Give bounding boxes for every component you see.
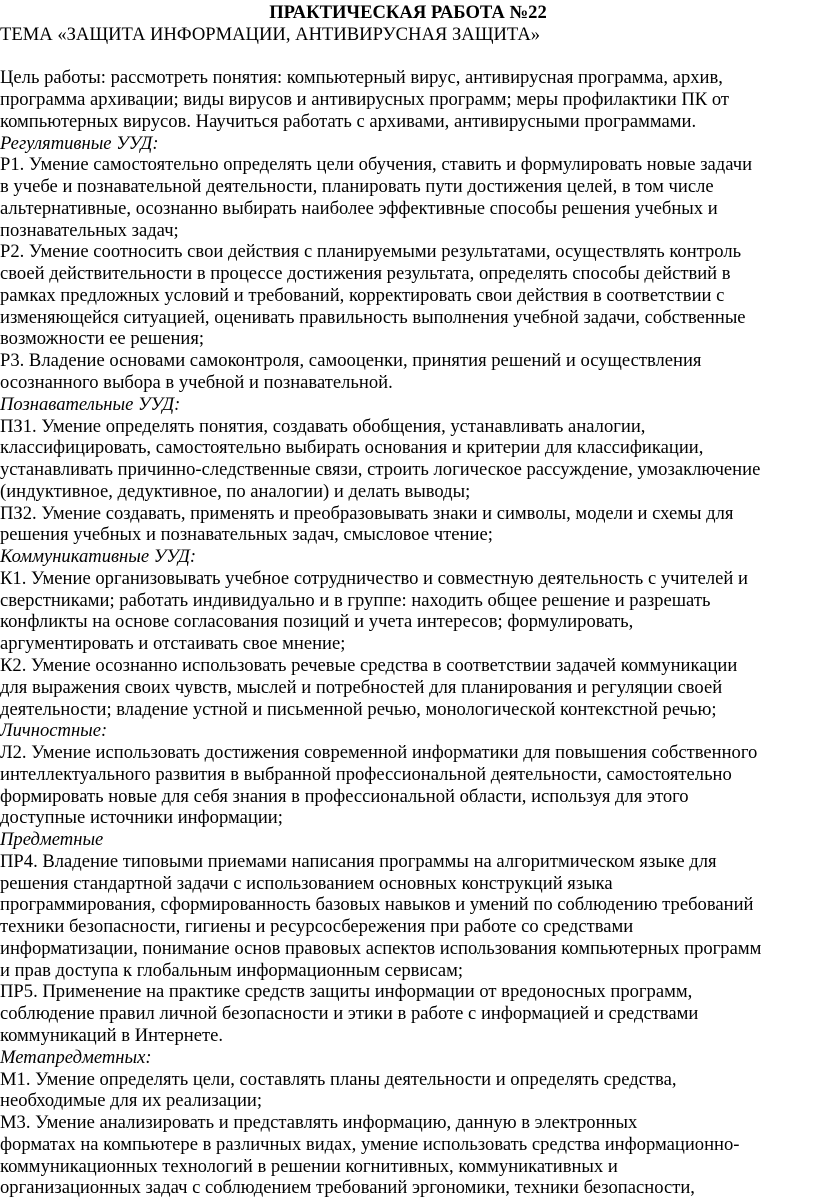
document-subtitle: ТЕМА «ЗАЩИТА ИНФОРМАЦИИ, АНТИВИРУСНАЯ ЗАЩИТА»	[0, 23, 541, 45]
text-line: осознанного выбора в учебной и познавательной.	[0, 372, 393, 394]
text-line: соблюдение правил личной безопасности и этики в работе с информацией и средствами	[0, 1003, 699, 1025]
text-line: коммуникаций в Интернете.	[0, 1024, 223, 1046]
text-line: программирования, сформированность базовых навыков и умений по соблюдению требований	[0, 894, 754, 916]
text-line: формировать новые для себя знания в профессиональной области, используя для этого	[0, 785, 689, 807]
text-line: интеллектуального развития в выбранной профессиональной деятельности, самостоятельно	[0, 763, 732, 785]
document-body	[0, 46, 816, 1200]
text-line: Цель работы: рассмотреть понятия: компьютерный вирус, антивирусная программа, архив,	[0, 67, 723, 89]
text-line: М1. Умение определять цели, составлять планы деятельности и определять средства,	[0, 1068, 677, 1090]
section-heading: Коммуникативные УУД:	[0, 546, 197, 568]
text-line: для выражения своих чувств, мыслей и потребностей для планирования и регуляции своей	[0, 676, 723, 698]
text-line: конфликты на основе согласования позиций и учета интересов; формулировать,	[0, 611, 634, 633]
text-line: своей действительности в процессе достижения результата, определять способы действий в	[0, 263, 731, 285]
text-line: деятельности; владение устной и письменной речью, монологической контекстной речью;	[0, 698, 717, 720]
section-heading: Метапредметных:	[0, 1046, 152, 1068]
text-line: и прав доступа к глобальным информационным сервисам;	[0, 959, 464, 981]
section-heading: Личностные:	[0, 720, 108, 742]
text-line: изменяющейся ситуацией, оценивать правильность выполнения учебной задачи, собственные	[0, 306, 746, 328]
text-line: организационных задач с соблюдением требований эргономики, техники безопасности,	[0, 1177, 695, 1199]
text-line: коммуникационных технологий в решении когнитивных, коммуникативных и	[0, 1155, 618, 1177]
text-line: необходимые для их реализации;	[0, 1090, 263, 1112]
document-page	[0, 2, 816, 1199]
text-line: сверстниками; работать индивидуально и в группе: находить общее решение и разрешать	[0, 589, 711, 611]
text-line: ПЗ1. Умение определять понятия, создавать обобщения, устанавливать аналогии,	[0, 415, 646, 437]
text-line: альтернативные, осознанно выбирать наиболее эффективные способы решения учебных и	[0, 197, 718, 219]
text-line: классифицировать, самостоятельно выбирать основания и критерии для классификации,	[0, 437, 704, 459]
text-line: Р3. Владение основами самоконтроля, самооценки, принятия решений и осуществления	[0, 350, 702, 372]
text-line: решения стандартной задачи с использованием основных конструкций языка	[0, 872, 613, 894]
text-line: М3. Умение анализировать и представлять информацию, данную в электронных	[0, 1112, 638, 1134]
document-title: ПРАКТИЧЕСКАЯ РАБОТА №22	[269, 2, 547, 23]
text-line: К1. Умение организовывать учебное сотрудничество и совместную деятельность с учителей и	[0, 567, 748, 589]
text-line: решения учебных и познавательных задач, смысловое чтение;	[0, 524, 493, 546]
text-line: ПЗ2. Умение создавать, применять и преобразовывать знаки и символы, модели и схемы для	[0, 502, 734, 524]
text-line: в учебе и познавательной деятельности, планировать пути достижения целей, в том числе	[0, 176, 714, 198]
text-line: К2. Умение осознанно использовать речевые средства в соответствии задачей коммуникации	[0, 654, 738, 676]
text-line: информатизации, понимание основ правовых аспектов использования компьютерных программ	[0, 937, 762, 959]
text-line: Л2. Умение использовать достижения современной информатики для повышения собственного	[0, 742, 758, 764]
text-line: программа архивации; виды вирусов и антивирусных программ; меры профилактики ПК от	[0, 89, 730, 111]
text-line: аргументировать и отстаивать свое мнение;	[0, 633, 346, 655]
text-line: Р2. Умение соотносить свои действия с планируемыми результатами, осуществлять контроль	[0, 241, 742, 263]
text-line: ПР4. Владение типовыми приемами написания программы на алгоритмическом языке для	[0, 850, 717, 872]
text-line: компьютерных вирусов. Научиться работать с архивами, антивирусными программами.	[0, 110, 697, 132]
text-line: форматах на компьютере в различных видах, умение использовать средства информационно-	[0, 1133, 740, 1155]
text-line: техники безопасности, гигиены и ресурсосбережения при работе со средствами	[0, 916, 634, 938]
text-line: ПР5. Применение на практике средств защиты информации от вредоносных программ,	[0, 981, 693, 1003]
text-line: доступные источники информации;	[0, 807, 283, 829]
blank-line	[0, 46, 816, 68]
text-line: Р1. Умение самостоятельно определять цели обучения, ставить и формулировать новые задачи	[0, 154, 753, 176]
text-line: возможности ее решения;	[0, 328, 205, 350]
text-line: устанавливать причинно-следственные связи, строить логическое рассуждение, умозаключение	[0, 459, 761, 481]
text-line: рамках предложных условий и требований, корректировать свои действия в соответствии с	[0, 284, 725, 306]
section-heading: Предметные	[0, 829, 104, 851]
text-line: познавательных задач;	[0, 219, 179, 241]
text-line: (индуктивное, дедуктивное, по аналогии) и делать выводы;	[0, 480, 471, 502]
section-heading: Познавательные УУД:	[0, 393, 181, 415]
section-heading: Регулятивные УУД:	[0, 132, 159, 154]
